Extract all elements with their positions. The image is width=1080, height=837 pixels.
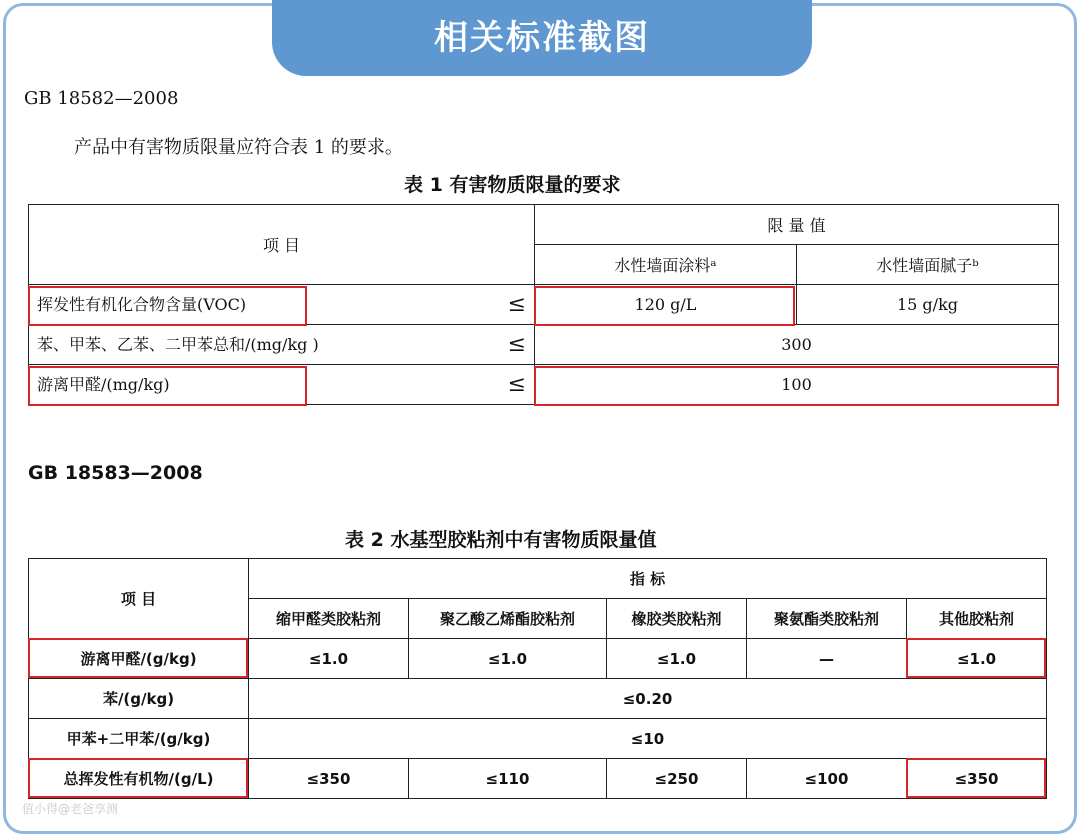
cell-value: ≤0.20 (249, 679, 1047, 719)
cell-value: ≤250 (607, 759, 747, 799)
table2-col-header: 其他胶粘剂 (907, 599, 1047, 639)
table1-caption: 表 1 有害物质限量的要求 (404, 174, 621, 196)
table2-row-formaldehyde-label: 游离甲醛/(g/kg) (29, 639, 249, 679)
table2-caption: 表 2 水基型胶粘剂中有害物质限量值 (345, 529, 657, 551)
watermark: 值小得@老爸享测 (22, 802, 119, 816)
table1-item-header: 项 目 (29, 205, 535, 285)
table1-col-putty: 水性墙面腻子ᵇ (797, 245, 1059, 285)
cell-value: ≤100 (747, 759, 907, 799)
table2-col-header: 聚氨酯类胶粘剂 (747, 599, 907, 639)
table1-row-benzene (29, 325, 535, 365)
cell-value: ≤1.0 (607, 639, 747, 679)
le-symbol: ≤ (507, 372, 526, 397)
cell-value: 300 (535, 325, 1059, 365)
cell-value: ≤110 (409, 759, 607, 799)
item-label: 游离甲醛/(mg/kg) (37, 375, 170, 394)
table2-index-header: 指 标 (249, 559, 1047, 599)
table1-limit-header: 限 量 值 (535, 205, 1059, 245)
cell-value: ≤1.0 (249, 639, 409, 679)
le-symbol: ≤ (507, 332, 526, 357)
cell-value: ≤350 (249, 759, 409, 799)
standard-code-2: GB 18583—2008 (28, 462, 203, 484)
table1-col-paint: 水性墙面涂料ᵃ (535, 245, 797, 285)
table1-row-voc (29, 285, 535, 325)
cell-value: 15 g/kg (797, 285, 1059, 325)
table2-col-header: 橡胶类胶粘剂 (607, 599, 747, 639)
cell-value: ≤10 (249, 719, 1047, 759)
page-title: 相关标准截图 (434, 18, 650, 58)
table2-col-header: 聚乙酸乙烯酯胶粘剂 (409, 599, 607, 639)
cell-value: ≤1.0 (409, 639, 607, 679)
cell-value: ≤350 (907, 759, 1047, 799)
table1-row-formaldehyde (29, 365, 535, 405)
table2-item-header: 项 目 (29, 559, 249, 639)
intro-text: 产品中有害物质限量应符合表 1 的要求。 (74, 137, 403, 158)
table2-row-toluene-label: 甲苯+二甲苯/(g/kg) (29, 719, 249, 759)
table2-col-header: 缩甲醛类胶粘剂 (249, 599, 409, 639)
cell-value: ≤1.0 (907, 639, 1047, 679)
table2-row-benzene-label: 苯/(g/kg) (29, 679, 249, 719)
table2 (28, 558, 1047, 799)
cell-value: 100 (535, 365, 1059, 405)
item-label: 苯、甲苯、乙苯、二甲苯总和/(mg/kg ) (37, 335, 319, 354)
table2-row-voc-label: 总挥发性有机物/(g/L) (29, 759, 249, 799)
table1 (28, 204, 1059, 405)
standard-code-1: GB 18582—2008 (24, 88, 179, 109)
le-symbol: ≤ (507, 292, 526, 317)
cell-value: 120 g/L (535, 285, 797, 325)
item-label: 挥发性有机化合物含量(VOC) (37, 295, 247, 314)
cell-value: — (747, 639, 907, 679)
